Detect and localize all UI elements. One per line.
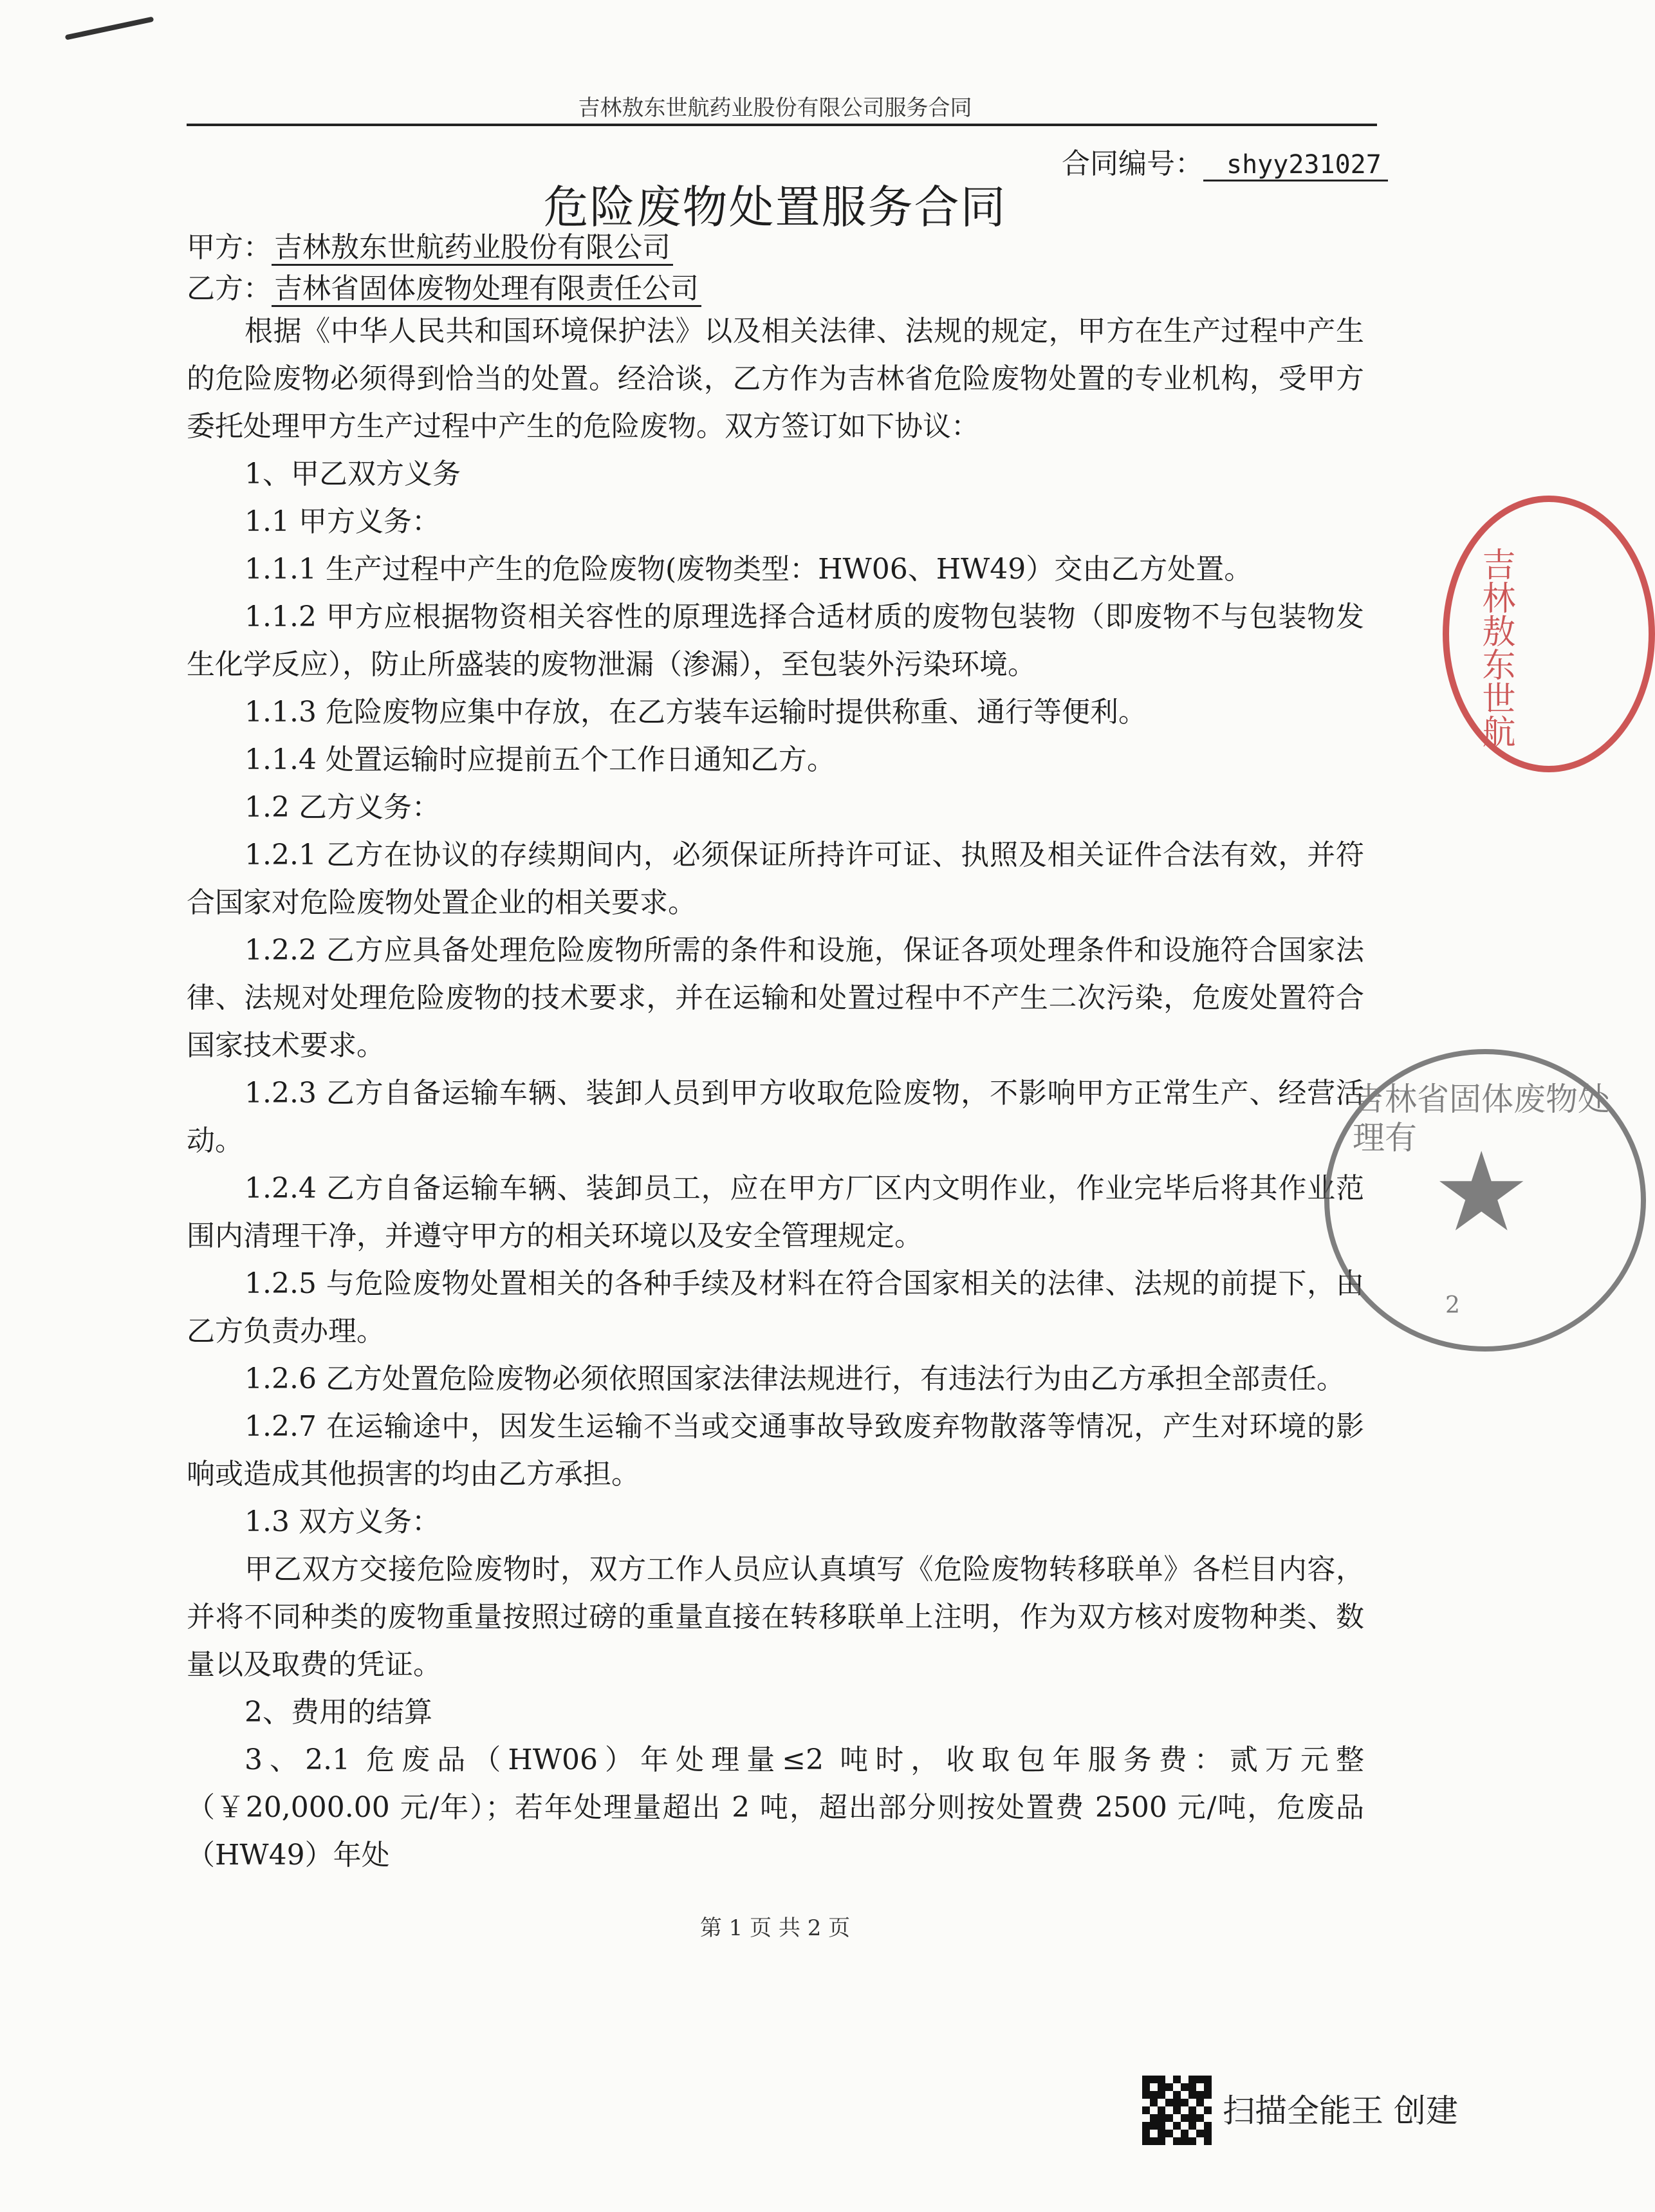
party-b-seal-number: 2 <box>1445 1292 1460 1319</box>
party-b-name: 吉林省固体废物处理有限责任公司 <box>272 272 701 307</box>
section-1-heading: 1、甲乙双方义务 <box>245 458 461 490</box>
seal-star-icon: ★ <box>1432 1129 1531 1256</box>
pen-stroke-mark <box>65 17 154 41</box>
clause-1-2-4: 1.2.4 乙方自备运输车辆、装卸员工，应在甲方厂区内文明作业，作业完毕后将其作业范围内清理干净，并遵守甲方的相关环境以及安全管理规定。 <box>187 1172 1364 1252</box>
clause-1-2-7: 1.2.7 在运输途中，因发生运输不当或交通事故导致废弃物散落等情况，产生对环境的影响或造成其他损害的均由乙方承担。 <box>187 1410 1364 1491</box>
clause-1-2-2: 1.2.2 乙方应具备处理危险废物所需的条件和设施，保证各项处理条件和设施符合国家法律、法规对处理危险废物的技术要求，并在运输和处置过程中不产生二次污染，危废处置符合国家技术要求。 <box>187 934 1364 1062</box>
party-a <box>187 224 673 265</box>
clause-1-2-3: 1.2.3 乙方自备运输车辆、装卸人员到甲方收取危险废物，不影响甲方正常生产、经营活动。 <box>187 1077 1364 1157</box>
party-b-label: 乙方： <box>187 272 272 305</box>
party-b <box>187 265 701 306</box>
clause-1-3-text: 甲乙双方交接危险废物时，双方工作人员应认真填写《危险废物转移联单》各栏目内容，并将不同种类的废物重量按照过磅的重量直接在转移联单上注明，作为双方核对废物种类、数量以及取费的凭证。 <box>187 1553 1364 1681</box>
clause-1-2-1: 1.2.1 乙方在协议的存续期间内，必须保证所持许可证、执照及相关证件合法有效，并符合国家对危险废物处置企业的相关要求。 <box>187 839 1364 919</box>
party-a-label: 甲方： <box>187 231 272 264</box>
contract-number-label: 合同编号： <box>1062 147 1203 180</box>
party-a-seal <box>1443 496 1655 772</box>
section-2-heading: 2、费用的结算 <box>245 1696 432 1729</box>
contract-number-value: shyy231027 <box>1203 150 1388 181</box>
intro-paragraph: 根据《中华人民共和国环境保护法》以及相关法律、法规的规定，甲方在生产过程中产生的危险废物必须得到恰当的处置。经洽谈，乙方作为吉林省危险废物处置的专业机构，受甲方委托处理甲方生产过程中产生的危险废物。双方签订如下协议： <box>187 315 1364 443</box>
page-number: 第 1 页 共 2 页 <box>699 1915 851 1941</box>
section-1-3-heading: 1.3 双方义务： <box>245 1505 440 1538</box>
party-b-seal <box>1324 1049 1646 1352</box>
clause-1-1-2: 1.1.2 甲方应根据物资相关容性的原理选择合适材质的废物包装物（即废物不与包装物发生化学反应），防止所盛装的废物泄漏（渗漏），至包装外污染环境。 <box>187 600 1364 681</box>
document-title: 危险废物处置服务合同 <box>543 181 1007 234</box>
section-1-2-heading: 1.2 乙方义务： <box>245 791 440 824</box>
clause-1-1-3: 1.1.3 危险废物应集中存放，在乙方装车运输时提供称重、通行等便利。 <box>245 696 1147 729</box>
clause-1-1-4: 1.1.4 处置运输时应提前五个工作日通知乙方。 <box>245 743 835 776</box>
clause-3-2-1: 3、2.1 危废品（HW06）年处理量≤2 吨时，收取包年服务费：贰万元整（￥20,000.00 元/年）；若年处理量超出 2 吨，超出部分则按处置费 2500 元/吨，危废品（HW49）年处 <box>187 1743 1364 1872</box>
clause-1-1-1: 1.1.1 生产过程中产生的危险废物(废物类型：HW06、HW49）交由乙方处置。 <box>245 553 1253 586</box>
header-rule <box>187 124 1377 126</box>
party-a-name: 吉林敖东世航药业股份有限公司 <box>272 231 673 266</box>
qr-code-icon <box>1142 2076 1212 2145</box>
clause-1-2-6: 1.2.6 乙方处置危险废物必须依照国家法律法规进行，有违法行为由乙方承担全部责任。 <box>245 1362 1345 1395</box>
contract-body <box>187 308 1364 1879</box>
party-a-seal-text: 吉林敖东世航 <box>1476 547 1515 748</box>
clause-1-2-5: 1.2.5 与危险废物处置相关的各种手续及材料在符合国家相关的法律、法规的前提下，由乙方负责办理。 <box>187 1267 1364 1348</box>
running-header: 吉林敖东世航药业股份有限公司服务合同 <box>578 95 972 121</box>
party-b-seal-text: 吉林省固体废物处理有 <box>1353 1081 1610 1157</box>
section-1-1-heading: 1.1 甲方义务： <box>245 505 440 538</box>
scanner-watermark: 扫描全能王 创建 <box>1223 2092 1458 2130</box>
